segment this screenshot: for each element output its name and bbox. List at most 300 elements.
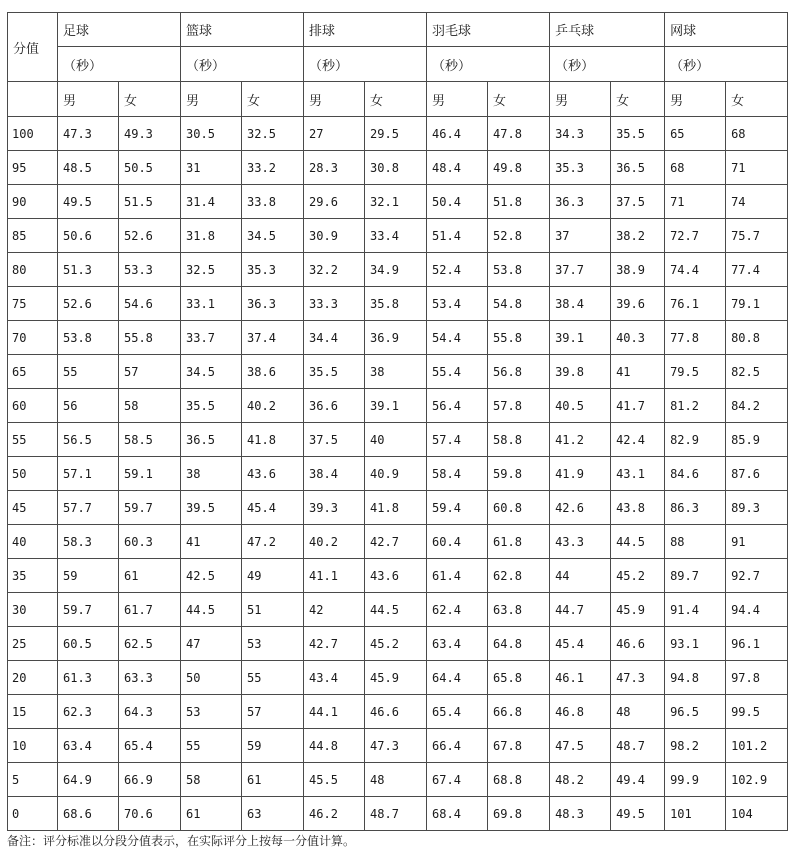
score-value: 80 bbox=[8, 253, 58, 287]
time-value: 64.3 bbox=[119, 695, 181, 729]
time-value: 38.4 bbox=[550, 287, 611, 321]
time-value: 63.4 bbox=[58, 729, 119, 763]
time-value: 63.4 bbox=[427, 627, 488, 661]
time-value: 79.5 bbox=[665, 355, 726, 389]
time-value: 33.1 bbox=[181, 287, 242, 321]
time-value: 47.3 bbox=[58, 117, 119, 151]
time-value: 59.1 bbox=[119, 457, 181, 491]
table-row bbox=[8, 763, 788, 797]
score-value: 40 bbox=[8, 525, 58, 559]
time-value: 36.5 bbox=[181, 423, 242, 457]
time-value: 49.5 bbox=[611, 797, 665, 831]
gender-male: 男 bbox=[665, 82, 726, 117]
time-value: 32.5 bbox=[181, 253, 242, 287]
time-value: 42.7 bbox=[304, 627, 365, 661]
time-value: 49.8 bbox=[488, 151, 550, 185]
score-value: 50 bbox=[8, 457, 58, 491]
time-value: 54.8 bbox=[488, 287, 550, 321]
time-value: 46.6 bbox=[611, 627, 665, 661]
time-value: 38 bbox=[181, 457, 242, 491]
time-value: 40.2 bbox=[242, 389, 304, 423]
unit-table-tennis: （秒） bbox=[550, 47, 665, 82]
time-value: 46.4 bbox=[427, 117, 488, 151]
time-value: 48.4 bbox=[427, 151, 488, 185]
time-value: 45.9 bbox=[611, 593, 665, 627]
time-value: 41 bbox=[611, 355, 665, 389]
time-value: 47.2 bbox=[242, 525, 304, 559]
time-value: 41.9 bbox=[550, 457, 611, 491]
time-value: 98.2 bbox=[665, 729, 726, 763]
time-value: 62.3 bbox=[58, 695, 119, 729]
sport-header-volleyball: 排球 bbox=[304, 13, 427, 47]
time-value: 66.8 bbox=[488, 695, 550, 729]
time-value: 64.4 bbox=[427, 661, 488, 695]
time-value: 91.4 bbox=[665, 593, 726, 627]
time-value: 36.3 bbox=[242, 287, 304, 321]
time-value: 58.5 bbox=[119, 423, 181, 457]
time-value: 81.2 bbox=[665, 389, 726, 423]
time-value: 39.1 bbox=[365, 389, 427, 423]
time-value: 36.9 bbox=[365, 321, 427, 355]
time-value: 54.4 bbox=[427, 321, 488, 355]
time-value: 59.7 bbox=[58, 593, 119, 627]
time-value: 47.3 bbox=[365, 729, 427, 763]
time-value: 57 bbox=[242, 695, 304, 729]
time-value: 56 bbox=[58, 389, 119, 423]
table-row bbox=[8, 797, 788, 831]
time-value: 93.1 bbox=[665, 627, 726, 661]
score-value: 25 bbox=[8, 627, 58, 661]
table-row bbox=[8, 185, 788, 219]
time-value: 50.5 bbox=[119, 151, 181, 185]
time-value: 38.2 bbox=[611, 219, 665, 253]
time-value: 65.8 bbox=[488, 661, 550, 695]
time-value: 43.3 bbox=[550, 525, 611, 559]
time-value: 55 bbox=[181, 729, 242, 763]
time-value: 54.6 bbox=[119, 287, 181, 321]
time-value: 104 bbox=[726, 797, 788, 831]
time-value: 35.3 bbox=[242, 253, 304, 287]
gender-female: 女 bbox=[726, 82, 788, 117]
time-value: 59.8 bbox=[488, 457, 550, 491]
time-value: 55.8 bbox=[488, 321, 550, 355]
time-value: 42 bbox=[304, 593, 365, 627]
score-value: 35 bbox=[8, 559, 58, 593]
time-value: 39.3 bbox=[304, 491, 365, 525]
gender-female: 女 bbox=[119, 82, 181, 117]
time-value: 84.6 bbox=[665, 457, 726, 491]
time-value: 45.9 bbox=[365, 661, 427, 695]
table-row bbox=[8, 593, 788, 627]
time-value: 60.5 bbox=[58, 627, 119, 661]
time-value: 55.4 bbox=[427, 355, 488, 389]
time-value: 61 bbox=[119, 559, 181, 593]
time-value: 57.7 bbox=[58, 491, 119, 525]
time-value: 101.2 bbox=[726, 729, 788, 763]
table-row bbox=[8, 389, 788, 423]
time-value: 56.5 bbox=[58, 423, 119, 457]
score-value: 15 bbox=[8, 695, 58, 729]
time-value: 51.4 bbox=[427, 219, 488, 253]
time-value: 29.6 bbox=[304, 185, 365, 219]
time-value: 48.7 bbox=[365, 797, 427, 831]
score-value: 55 bbox=[8, 423, 58, 457]
time-value: 67.8 bbox=[488, 729, 550, 763]
time-value: 34.9 bbox=[365, 253, 427, 287]
time-value: 44 bbox=[550, 559, 611, 593]
time-value: 65 bbox=[665, 117, 726, 151]
time-value: 53 bbox=[181, 695, 242, 729]
time-value: 33.2 bbox=[242, 151, 304, 185]
score-value: 95 bbox=[8, 151, 58, 185]
time-value: 45.2 bbox=[611, 559, 665, 593]
time-value: 49.4 bbox=[611, 763, 665, 797]
time-value: 51.5 bbox=[119, 185, 181, 219]
table-row bbox=[8, 117, 788, 151]
time-value: 36.6 bbox=[304, 389, 365, 423]
time-value: 47.8 bbox=[488, 117, 550, 151]
time-value: 46.2 bbox=[304, 797, 365, 831]
time-value: 65.4 bbox=[119, 729, 181, 763]
time-value: 51 bbox=[242, 593, 304, 627]
time-value: 55 bbox=[58, 355, 119, 389]
time-value: 89.3 bbox=[726, 491, 788, 525]
score-value: 75 bbox=[8, 287, 58, 321]
time-value: 34.3 bbox=[550, 117, 611, 151]
table-row bbox=[8, 661, 788, 695]
time-value: 85.9 bbox=[726, 423, 788, 457]
time-value: 58.4 bbox=[427, 457, 488, 491]
score-value: 70 bbox=[8, 321, 58, 355]
time-value: 34.4 bbox=[304, 321, 365, 355]
time-value: 59 bbox=[58, 559, 119, 593]
time-value: 41.7 bbox=[611, 389, 665, 423]
time-value: 58 bbox=[181, 763, 242, 797]
sport-header-basketball: 篮球 bbox=[181, 13, 304, 47]
time-value: 69.8 bbox=[488, 797, 550, 831]
score-value: 0 bbox=[8, 797, 58, 831]
time-value: 51.8 bbox=[488, 185, 550, 219]
table-row bbox=[8, 729, 788, 763]
time-value: 35.3 bbox=[550, 151, 611, 185]
score-value: 100 bbox=[8, 117, 58, 151]
unit-volleyball: （秒） bbox=[304, 47, 427, 82]
time-value: 31.4 bbox=[181, 185, 242, 219]
table-row bbox=[8, 627, 788, 661]
time-value: 74.4 bbox=[665, 253, 726, 287]
time-value: 97.8 bbox=[726, 661, 788, 695]
time-value: 58.8 bbox=[488, 423, 550, 457]
time-value: 53.8 bbox=[488, 253, 550, 287]
time-value: 68.4 bbox=[427, 797, 488, 831]
time-value: 62.5 bbox=[119, 627, 181, 661]
time-value: 37.5 bbox=[611, 185, 665, 219]
table-row bbox=[8, 491, 788, 525]
table-row bbox=[8, 695, 788, 729]
time-value: 36.3 bbox=[550, 185, 611, 219]
time-value: 37.4 bbox=[242, 321, 304, 355]
time-value: 68 bbox=[726, 117, 788, 151]
time-value: 75.7 bbox=[726, 219, 788, 253]
unit-basketball: （秒） bbox=[181, 47, 304, 82]
time-value: 89.7 bbox=[665, 559, 726, 593]
score-value: 90 bbox=[8, 185, 58, 219]
score-value: 60 bbox=[8, 389, 58, 423]
time-value: 99.9 bbox=[665, 763, 726, 797]
time-value: 51.3 bbox=[58, 253, 119, 287]
time-value: 50.6 bbox=[58, 219, 119, 253]
time-value: 63.8 bbox=[488, 593, 550, 627]
time-value: 62.4 bbox=[427, 593, 488, 627]
time-value: 41.1 bbox=[304, 559, 365, 593]
time-value: 96.5 bbox=[665, 695, 726, 729]
gender-male: 男 bbox=[550, 82, 611, 117]
time-value: 61 bbox=[242, 763, 304, 797]
score-value: 65 bbox=[8, 355, 58, 389]
time-value: 38.6 bbox=[242, 355, 304, 389]
time-value: 57.8 bbox=[488, 389, 550, 423]
time-value: 49 bbox=[242, 559, 304, 593]
time-value: 38 bbox=[365, 355, 427, 389]
time-value: 96.1 bbox=[726, 627, 788, 661]
time-value: 59.7 bbox=[119, 491, 181, 525]
time-value: 42.4 bbox=[611, 423, 665, 457]
time-value: 41.8 bbox=[242, 423, 304, 457]
time-value: 29.5 bbox=[365, 117, 427, 151]
time-value: 86.3 bbox=[665, 491, 726, 525]
time-value: 102.9 bbox=[726, 763, 788, 797]
time-value: 47.5 bbox=[550, 729, 611, 763]
time-value: 48 bbox=[611, 695, 665, 729]
table-row bbox=[8, 219, 788, 253]
table-row bbox=[8, 321, 788, 355]
gender-male: 男 bbox=[304, 82, 365, 117]
time-value: 37 bbox=[550, 219, 611, 253]
time-value: 44.8 bbox=[304, 729, 365, 763]
gender-blank-cell bbox=[8, 82, 58, 117]
time-value: 52.6 bbox=[119, 219, 181, 253]
time-value: 45.5 bbox=[304, 763, 365, 797]
time-value: 33.7 bbox=[181, 321, 242, 355]
time-value: 43.4 bbox=[304, 661, 365, 695]
time-value: 82.5 bbox=[726, 355, 788, 389]
time-value: 45.4 bbox=[550, 627, 611, 661]
gender-female: 女 bbox=[611, 82, 665, 117]
score-value: 5 bbox=[8, 763, 58, 797]
gender-male: 男 bbox=[181, 82, 242, 117]
time-value: 55 bbox=[242, 661, 304, 695]
time-value: 56.8 bbox=[488, 355, 550, 389]
time-value: 33.3 bbox=[304, 287, 365, 321]
time-value: 57.1 bbox=[58, 457, 119, 491]
time-value: 39.5 bbox=[181, 491, 242, 525]
time-value: 44.5 bbox=[611, 525, 665, 559]
time-value: 82.9 bbox=[665, 423, 726, 457]
time-value: 63.3 bbox=[119, 661, 181, 695]
time-value: 30.8 bbox=[365, 151, 427, 185]
time-value: 34.5 bbox=[181, 355, 242, 389]
unit-tennis: （秒） bbox=[665, 47, 788, 82]
time-value: 27 bbox=[304, 117, 365, 151]
time-value: 47 bbox=[181, 627, 242, 661]
unit-football: （秒） bbox=[58, 47, 181, 82]
time-value: 38.4 bbox=[304, 457, 365, 491]
time-value: 70.6 bbox=[119, 797, 181, 831]
time-value: 46.8 bbox=[550, 695, 611, 729]
sport-header-badminton: 羽毛球 bbox=[427, 13, 550, 47]
time-value: 28.3 bbox=[304, 151, 365, 185]
time-value: 71 bbox=[665, 185, 726, 219]
time-value: 35.8 bbox=[365, 287, 427, 321]
time-value: 60.4 bbox=[427, 525, 488, 559]
time-value: 32.1 bbox=[365, 185, 427, 219]
table-row bbox=[8, 151, 788, 185]
time-value: 61.8 bbox=[488, 525, 550, 559]
time-value: 94.8 bbox=[665, 661, 726, 695]
time-value: 40.3 bbox=[611, 321, 665, 355]
table-row bbox=[8, 559, 788, 593]
time-value: 39.8 bbox=[550, 355, 611, 389]
sport-header-tennis: 网球 bbox=[665, 13, 788, 47]
footnote: 备注：评分标准以分段分值表示，在实际评分上按每一分值计算。 bbox=[7, 834, 356, 848]
time-value: 31.8 bbox=[181, 219, 242, 253]
time-value: 87.6 bbox=[726, 457, 788, 491]
score-value: 45 bbox=[8, 491, 58, 525]
time-value: 41.8 bbox=[365, 491, 427, 525]
time-value: 31 bbox=[181, 151, 242, 185]
time-value: 58.3 bbox=[58, 525, 119, 559]
time-value: 37.5 bbox=[304, 423, 365, 457]
time-value: 99.5 bbox=[726, 695, 788, 729]
time-value: 35.5 bbox=[611, 117, 665, 151]
time-value: 76.1 bbox=[665, 287, 726, 321]
time-value: 60.8 bbox=[488, 491, 550, 525]
time-value: 30.9 bbox=[304, 219, 365, 253]
gender-female: 女 bbox=[365, 82, 427, 117]
score-value: 30 bbox=[8, 593, 58, 627]
time-value: 40.9 bbox=[365, 457, 427, 491]
time-value: 53.8 bbox=[58, 321, 119, 355]
time-value: 48.2 bbox=[550, 763, 611, 797]
time-value: 94.4 bbox=[726, 593, 788, 627]
time-value: 46.1 bbox=[550, 661, 611, 695]
time-value: 45.4 bbox=[242, 491, 304, 525]
time-value: 77.8 bbox=[665, 321, 726, 355]
time-value: 35.5 bbox=[181, 389, 242, 423]
time-value: 49.3 bbox=[119, 117, 181, 151]
time-value: 60.3 bbox=[119, 525, 181, 559]
header-row-gender bbox=[8, 82, 788, 117]
time-value: 72.7 bbox=[665, 219, 726, 253]
time-value: 30.5 bbox=[181, 117, 242, 151]
time-value: 37.7 bbox=[550, 253, 611, 287]
time-value: 39.6 bbox=[611, 287, 665, 321]
time-value: 52.8 bbox=[488, 219, 550, 253]
header-row-units bbox=[8, 47, 788, 82]
time-value: 34.5 bbox=[242, 219, 304, 253]
header-row-sports bbox=[8, 13, 788, 47]
time-value: 91 bbox=[726, 525, 788, 559]
time-value: 40 bbox=[365, 423, 427, 457]
time-value: 49.5 bbox=[58, 185, 119, 219]
time-value: 64.8 bbox=[488, 627, 550, 661]
time-value: 48 bbox=[365, 763, 427, 797]
table-row bbox=[8, 525, 788, 559]
time-value: 71 bbox=[726, 151, 788, 185]
time-value: 48.3 bbox=[550, 797, 611, 831]
time-value: 67.4 bbox=[427, 763, 488, 797]
time-value: 39.1 bbox=[550, 321, 611, 355]
score-value: 10 bbox=[8, 729, 58, 763]
gender-male: 男 bbox=[58, 82, 119, 117]
time-value: 42.7 bbox=[365, 525, 427, 559]
time-value: 52.4 bbox=[427, 253, 488, 287]
time-value: 38.9 bbox=[611, 253, 665, 287]
score-value: 20 bbox=[8, 661, 58, 695]
time-value: 57 bbox=[119, 355, 181, 389]
time-value: 48.7 bbox=[611, 729, 665, 763]
time-value: 59.4 bbox=[427, 491, 488, 525]
time-value: 41.2 bbox=[550, 423, 611, 457]
time-value: 42.6 bbox=[550, 491, 611, 525]
table-row bbox=[8, 355, 788, 389]
time-value: 43.6 bbox=[242, 457, 304, 491]
time-value: 43.8 bbox=[611, 491, 665, 525]
time-value: 52.6 bbox=[58, 287, 119, 321]
time-value: 61.3 bbox=[58, 661, 119, 695]
time-value: 66.4 bbox=[427, 729, 488, 763]
time-value: 66.9 bbox=[119, 763, 181, 797]
time-value: 46.6 bbox=[365, 695, 427, 729]
time-value: 42.5 bbox=[181, 559, 242, 593]
time-value: 41 bbox=[181, 525, 242, 559]
time-value: 53.3 bbox=[119, 253, 181, 287]
time-value: 62.8 bbox=[488, 559, 550, 593]
score-table bbox=[7, 12, 788, 831]
time-value: 53.4 bbox=[427, 287, 488, 321]
time-value: 44.7 bbox=[550, 593, 611, 627]
time-value: 35.5 bbox=[304, 355, 365, 389]
time-value: 88 bbox=[665, 525, 726, 559]
time-value: 92.7 bbox=[726, 559, 788, 593]
time-value: 47.3 bbox=[611, 661, 665, 695]
time-value: 58 bbox=[119, 389, 181, 423]
sport-header-football: 足球 bbox=[58, 13, 181, 47]
time-value: 84.2 bbox=[726, 389, 788, 423]
time-value: 61.7 bbox=[119, 593, 181, 627]
time-value: 45.2 bbox=[365, 627, 427, 661]
time-value: 68.8 bbox=[488, 763, 550, 797]
gender-female: 女 bbox=[488, 82, 550, 117]
table-row bbox=[8, 287, 788, 321]
time-value: 56.4 bbox=[427, 389, 488, 423]
time-value: 65.4 bbox=[427, 695, 488, 729]
table-row bbox=[8, 423, 788, 457]
score-value: 85 bbox=[8, 219, 58, 253]
table-row bbox=[8, 253, 788, 287]
time-value: 59 bbox=[242, 729, 304, 763]
gender-female: 女 bbox=[242, 82, 304, 117]
time-value: 74 bbox=[726, 185, 788, 219]
table-row bbox=[8, 457, 788, 491]
time-value: 43.6 bbox=[365, 559, 427, 593]
time-value: 57.4 bbox=[427, 423, 488, 457]
time-value: 53 bbox=[242, 627, 304, 661]
time-value: 64.9 bbox=[58, 763, 119, 797]
time-value: 32.5 bbox=[242, 117, 304, 151]
time-value: 50.4 bbox=[427, 185, 488, 219]
time-value: 40.5 bbox=[550, 389, 611, 423]
